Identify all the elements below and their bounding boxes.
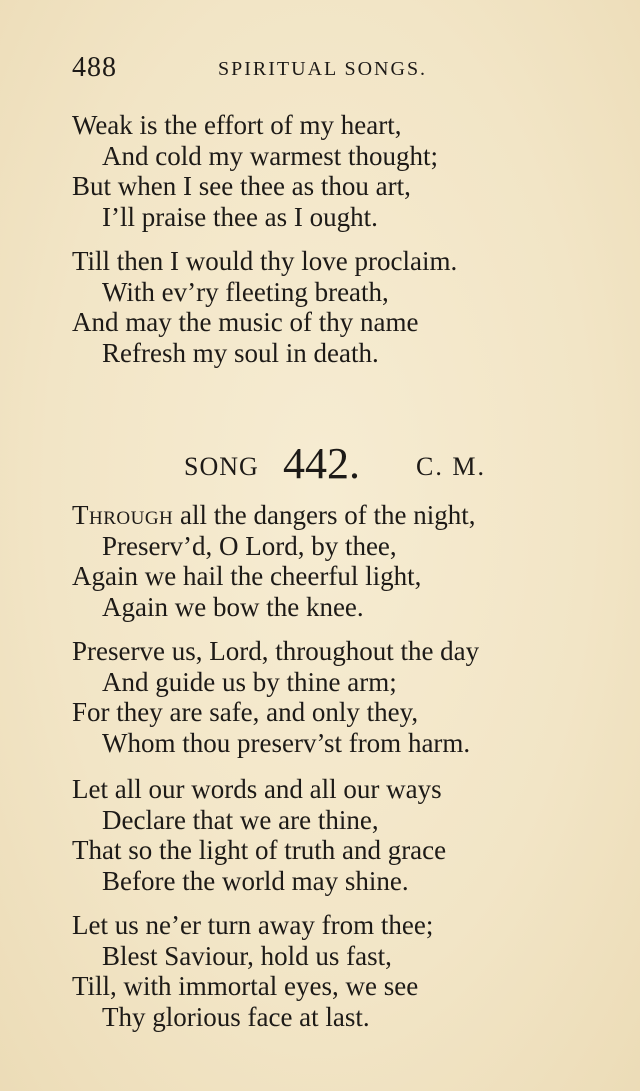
song-number: 442. <box>283 439 360 488</box>
verse-line: Refresh my soul in death. <box>102 337 379 368</box>
verse-line: Declare that we are thine, <box>102 804 379 835</box>
song-meter: C. M. <box>416 452 486 481</box>
verse-line: Till then I would thy love proclaim. <box>72 246 458 276</box>
song-stanza-3 <box>72 774 592 896</box>
verse-line: Weak is the effort of my heart, <box>72 110 402 140</box>
verse-line: And may the music of thy name <box>72 307 419 337</box>
verse-line: Blest Saviour, hold us fast, <box>102 940 392 971</box>
verse-line <box>72 500 592 531</box>
running-title: SPIRITUAL SONGS. <box>218 58 428 80</box>
verse-line: That so the light of truth and grace <box>72 835 447 865</box>
drop-word: Through <box>72 500 174 530</box>
verse-line: Again we hail the cheerful light, <box>72 561 422 591</box>
verse-line: Again we bow the knee. <box>102 591 364 622</box>
verse-line: For they are safe, and only they, <box>72 697 419 727</box>
verse-line: And cold my warmest thought; <box>102 140 438 171</box>
song-heading <box>0 438 640 488</box>
verse-line: Let all our words and all our ways <box>72 774 442 804</box>
verse-line: Let us ne’er turn away from thee; <box>72 910 434 940</box>
verse-line: Preserve us, Lord, throughout the day <box>72 636 480 666</box>
verse-line: Preserv’d, O Lord, by thee, <box>102 530 397 561</box>
verse-line: I’ll praise thee as I ought. <box>102 201 378 232</box>
verse-line-rest: all the dangers of the night, <box>173 500 476 530</box>
verse-line: With ev’ry fleeting breath, <box>102 276 389 307</box>
verse-line: Thy glorious face at last. <box>102 1001 370 1032</box>
page-number: 488 <box>72 52 117 83</box>
song-label: SONG <box>184 452 259 481</box>
song-stanza-1 <box>72 500 592 622</box>
page-header <box>72 52 572 88</box>
verse-line: And guide us by thine arm; <box>102 666 397 697</box>
stanza-previous-2 <box>72 246 592 368</box>
verse-line: But when I see thee as thou art, <box>72 171 411 201</box>
song-stanza-4 <box>72 910 592 1032</box>
verse-line: Till, with immortal eyes, we see <box>72 971 419 1001</box>
verse-line: Before the world may shine. <box>102 865 409 896</box>
stanza-previous-1 <box>72 110 592 232</box>
verse-line: Whom thou preserv’st from harm. <box>102 727 471 758</box>
song-stanza-2 <box>72 636 592 758</box>
